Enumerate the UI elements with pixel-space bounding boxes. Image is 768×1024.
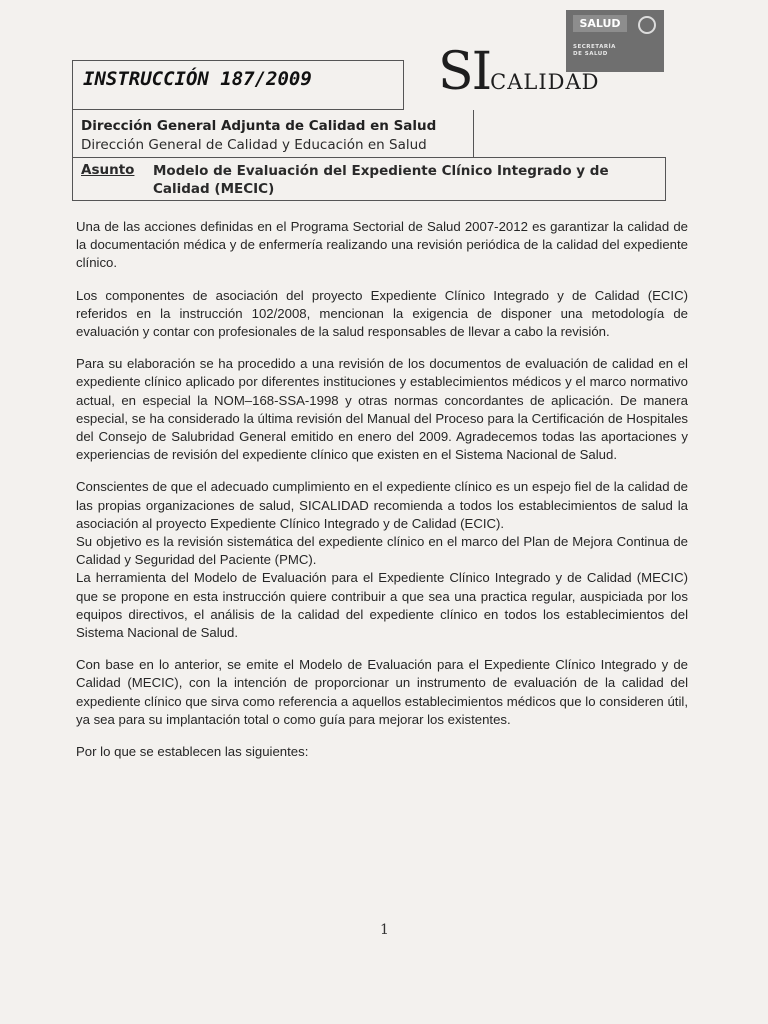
direction-box — [72, 110, 474, 158]
asunto-text: Modelo de Evaluación del Expediente Clínico Integrado y de Calidad (MECIC) — [153, 163, 609, 197]
paragraph: La herramienta del Modelo de Evaluación para el Expediente Clínico Integrado y de Calidad (MECIC) que se propone en esta instrucción quiere contribuir a que sea una practica regular, auspiciada por los equipos directivos, el análisis de la calidad del expediente clínico en todos los establecimientos del Sistema Nacional de Salud. — [76, 570, 688, 641]
page-number: 1 — [380, 922, 389, 938]
direction-adjunta: Dirección General Adjunta de Calidad en Salud — [81, 118, 437, 134]
paragraph: Conscientes de que el adecuado cumplimiento en el expediente clínico es un espejo fiel de la calidad de las propias organizaciones de salud, SICALIDAD recomienda a todos los establecimientos de salud la asociación al proyecto Expediente Clínico Integrado y de Calidad (ECIC). — [76, 479, 688, 531]
paragraph: Su objetivo es la revisión sistemática del expediente clínico en el marco del Plan de Mejora Continua de Calidad y Seguridad del Paciente (PMC). — [76, 534, 688, 568]
secretaria-line1: SECRETARÍA — [573, 44, 616, 50]
instruction-title-box — [72, 60, 404, 110]
brand-calidad: CALIDAD — [490, 70, 600, 94]
salud-word: SALUD — [573, 15, 627, 32]
brand-si: SI — [438, 42, 491, 102]
secretaria-line2: DE SALUD — [573, 51, 608, 57]
paragraph: Por lo que se establecen las siguientes: — [76, 744, 309, 760]
document-body — [76, 218, 688, 775]
paragraph: Los componentes de asociación del proyecto Expediente Clínico Integrado y de Calidad (ECIC) referidos en la instrucción 102/2008, mencionan la exigencia de disponer una metodología de evaluación y contar con profesionales de la salud responsables de llevar a cabo la revisión. — [76, 287, 688, 340]
asunto-box — [72, 157, 666, 201]
paragraph: Con base en lo anterior, se emite el Modelo de Evaluación para el Expediente Clínico Integrado y de Calidad (MECIC), con la intención de proporcionar un instrumento de evaluación de la calidad del expediente clínico que sirva como referencia a aquellos establecimientos médicos que lo consideren útil, ya sea para su implantación total o como guía para mejorar los existentes. — [76, 657, 688, 727]
national-seal-icon — [638, 16, 656, 34]
paragraph: Para su elaboración se ha procedido a una revisión de los documentos de evaluación de calidad en el expediente clínico aplicado por diferentes instituciones y establecimientos médicos y el marco normativo actual, en especial la NOM–168-SSA-1998 y otras normas concordantes de aplicación. De manera especial, se ha considerado la última revisión del Manual del Proceso para la Certificación de Hospitales del Consejo de Salubridad General emitido en enero del 2009. Agradecemos todas las aportaciones y experiencias de revisión del expediente clínico que existen en el Sistema Nacional de Salud. — [76, 356, 688, 463]
paragraph: Una de las acciones definidas en el Programa Sectorial de Salud 2007-2012 es garantizar la calidad de la documentación médica y de enfermería realizando una revisión periódica de la calidad del expediente clínico. — [76, 219, 688, 271]
direction-general: Dirección General de Calidad y Educación en Salud — [81, 137, 427, 153]
asunto-label: Asunto — [81, 162, 135, 178]
instruction-title: INSTRUCCIÓN 187/2009 — [83, 68, 312, 90]
